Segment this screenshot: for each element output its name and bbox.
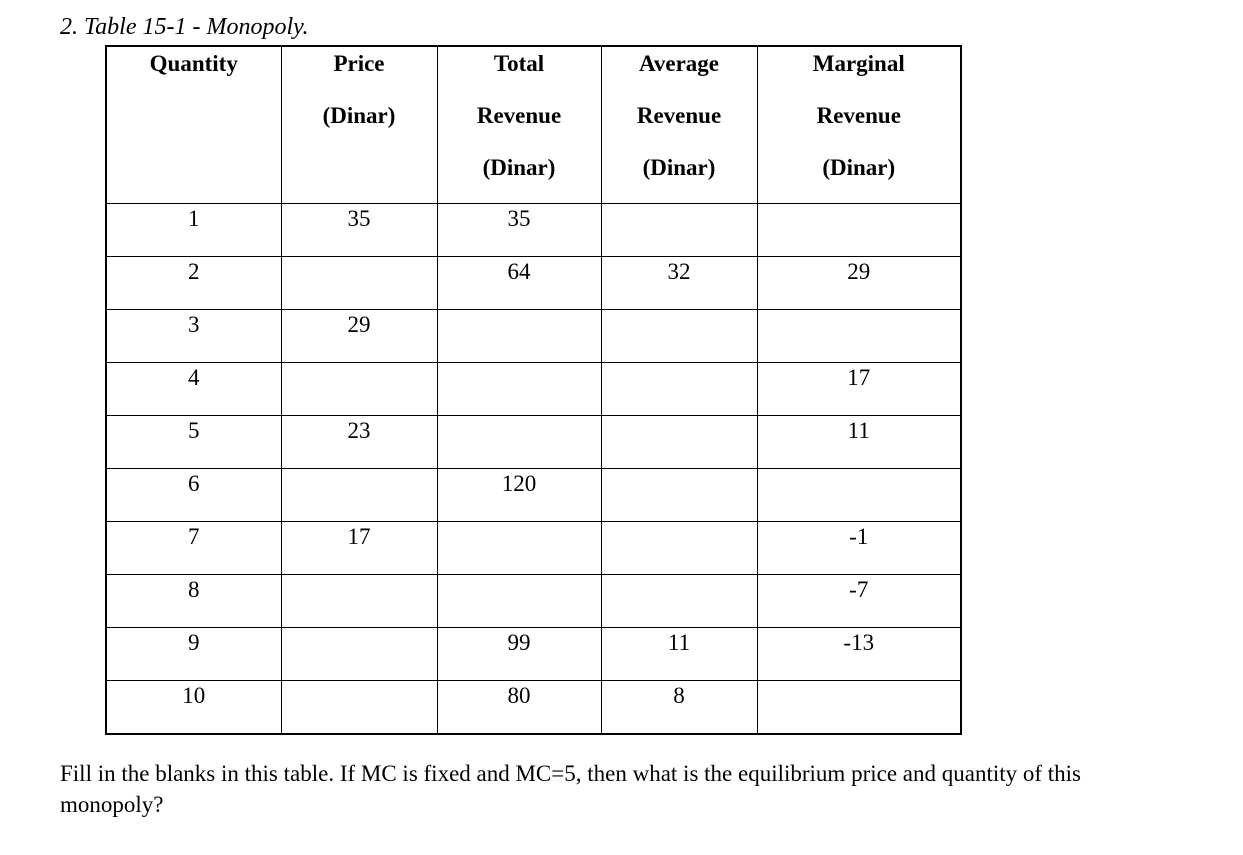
cell-quantity: 3	[106, 310, 281, 363]
cell-total-revenue	[437, 416, 601, 469]
table-caption: 2. Table 15-1 - Monopoly.	[60, 14, 309, 40]
cell-quantity: 6	[106, 469, 281, 522]
cell-marginal-revenue: 11	[757, 416, 961, 469]
cell-total-revenue: 35	[437, 204, 601, 257]
cell-average-revenue	[601, 310, 757, 363]
header-average-revenue-line-3: (Dinar)	[642, 155, 716, 180]
header-average-revenue	[601, 46, 757, 204]
cell-price	[281, 363, 437, 416]
cell-marginal-revenue	[757, 469, 961, 522]
cell-price	[281, 575, 437, 628]
cell-price: 35	[281, 204, 437, 257]
table-row	[106, 469, 961, 522]
header-marginal-revenue-line-1: Marginal	[812, 51, 905, 76]
header-marginal-revenue-line-3: (Dinar)	[822, 155, 896, 180]
cell-marginal-revenue	[757, 310, 961, 363]
cell-average-revenue: 32	[601, 257, 757, 310]
cell-price	[281, 681, 437, 735]
cell-quantity: 5	[106, 416, 281, 469]
cell-price	[281, 469, 437, 522]
cell-quantity: 9	[106, 628, 281, 681]
cell-quantity: 10	[106, 681, 281, 735]
cell-marginal-revenue: 29	[757, 257, 961, 310]
table-row	[106, 522, 961, 575]
header-total-revenue-line-1: Total	[493, 51, 545, 76]
cell-total-revenue: 120	[437, 469, 601, 522]
cell-price: 17	[281, 522, 437, 575]
table-row	[106, 575, 961, 628]
header-average-revenue-line-2: Revenue	[636, 103, 722, 128]
cell-total-revenue	[437, 522, 601, 575]
table-row	[106, 310, 961, 363]
header-row	[106, 46, 961, 204]
cell-total-revenue: 64	[437, 257, 601, 310]
cell-marginal-revenue	[757, 681, 961, 735]
cell-average-revenue	[601, 416, 757, 469]
cell-marginal-revenue: -1	[757, 522, 961, 575]
table-row	[106, 416, 961, 469]
cell-quantity: 7	[106, 522, 281, 575]
table-row	[106, 257, 961, 310]
cell-price: 29	[281, 310, 437, 363]
cell-price: 23	[281, 416, 437, 469]
header-quantity	[106, 46, 281, 204]
cell-marginal-revenue	[757, 204, 961, 257]
cell-average-revenue	[601, 363, 757, 416]
table-row	[106, 363, 961, 416]
cell-average-revenue	[601, 575, 757, 628]
table-row	[106, 681, 961, 735]
cell-price	[281, 628, 437, 681]
cell-total-revenue: 99	[437, 628, 601, 681]
header-marginal-revenue-line-2: Revenue	[816, 103, 901, 128]
cell-marginal-revenue: -13	[757, 628, 961, 681]
cell-average-revenue	[601, 204, 757, 257]
cell-quantity: 1	[106, 204, 281, 257]
header-total-revenue-line-2: Revenue	[476, 103, 562, 128]
monopoly-table	[105, 45, 962, 735]
header-average-revenue-line-1: Average	[638, 51, 720, 76]
header-price	[281, 46, 437, 204]
header-total-revenue	[437, 46, 601, 204]
cell-marginal-revenue: -7	[757, 575, 961, 628]
cell-total-revenue	[437, 363, 601, 416]
cell-total-revenue: 80	[437, 681, 601, 735]
cell-total-revenue	[437, 310, 601, 363]
header-price-line-2: (Dinar)	[322, 103, 396, 128]
cell-average-revenue	[601, 469, 757, 522]
cell-average-revenue	[601, 522, 757, 575]
header-total-revenue-line-3: (Dinar)	[482, 155, 556, 180]
table-row	[106, 204, 961, 257]
cell-quantity: 2	[106, 257, 281, 310]
cell-average-revenue: 8	[601, 681, 757, 735]
cell-average-revenue: 11	[601, 628, 757, 681]
cell-price	[281, 257, 437, 310]
table-row	[106, 628, 961, 681]
cell-total-revenue	[437, 575, 601, 628]
cell-quantity: 4	[106, 363, 281, 416]
cell-quantity: 8	[106, 575, 281, 628]
question-text: Fill in the blanks in this table. If MC is fixed and MC=5, then what is the equilibrium price and quantity of this monopoly?	[60, 761, 1082, 817]
header-marginal-revenue	[757, 46, 961, 204]
cell-marginal-revenue: 17	[757, 363, 961, 416]
header-price-line-1: Price	[333, 51, 385, 76]
header-quantity-line-1: Quantity	[149, 51, 238, 76]
